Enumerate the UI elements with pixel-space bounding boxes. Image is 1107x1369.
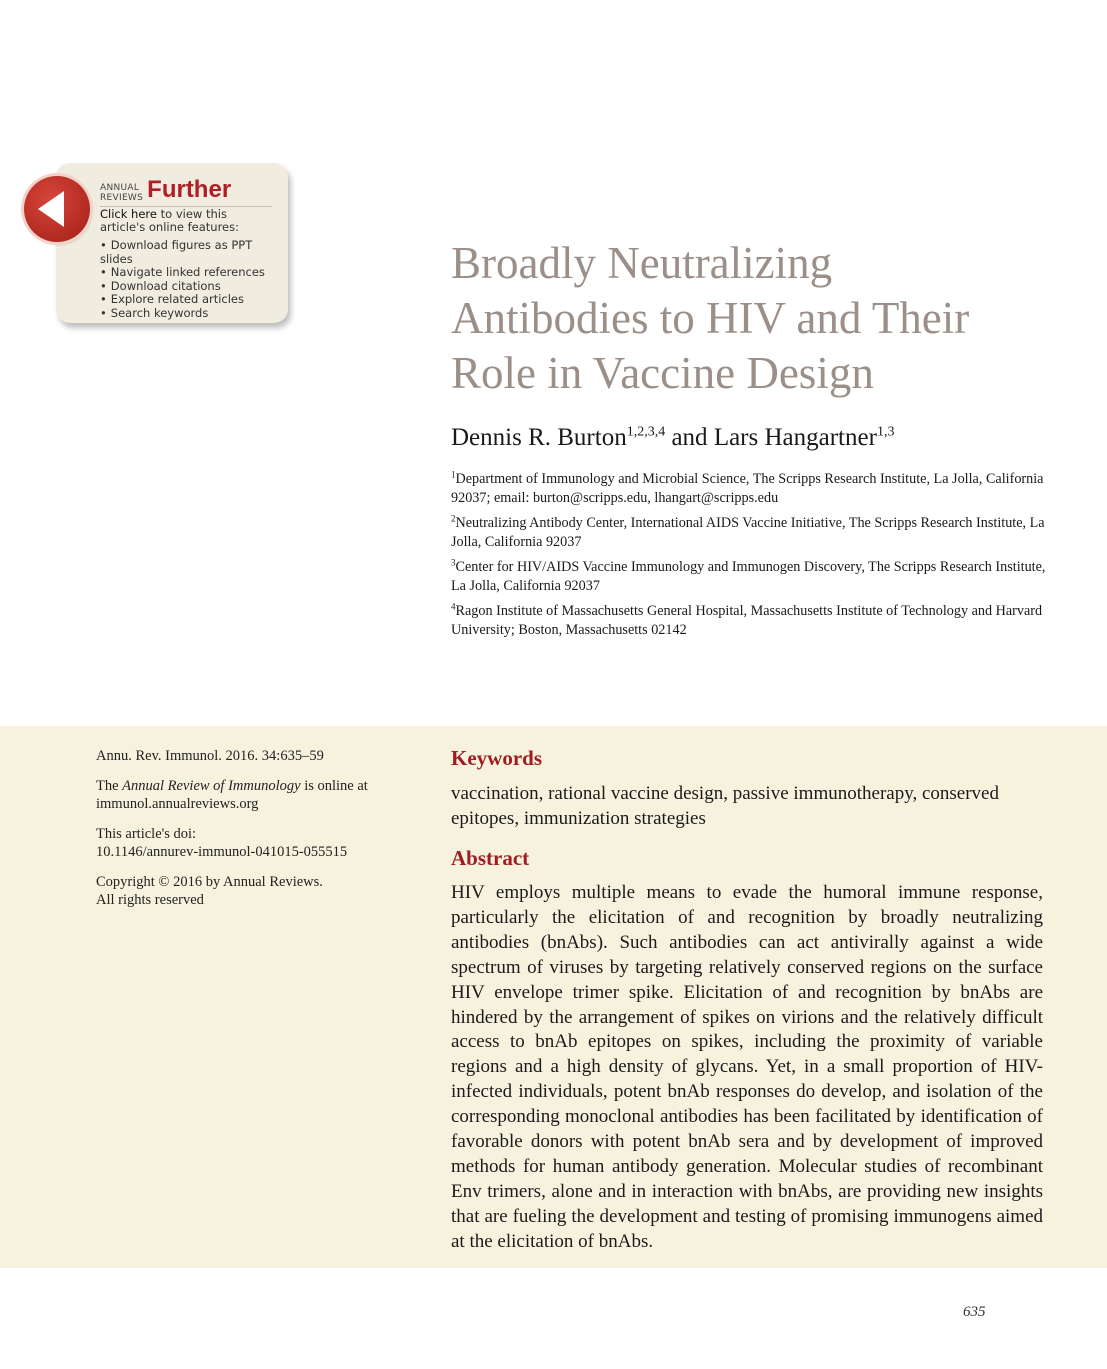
feature-download-figures[interactable]: • Download figures as PPT slides bbox=[100, 239, 288, 266]
further-feature-list bbox=[100, 239, 288, 321]
journal-name: Annual Review of Immunology bbox=[122, 777, 301, 794]
feature-download-citations[interactable]: • Download citations bbox=[100, 280, 288, 294]
affiliation-number: 1 bbox=[451, 469, 456, 480]
back-arrow-icon[interactable] bbox=[24, 176, 90, 242]
keywords-heading: Keywords bbox=[451, 746, 542, 770]
online-post: is online at immunol.annualreviews.org bbox=[96, 777, 368, 812]
affiliation-text: Neutralizing Antibody Center, International AIDS Vaccine Initiative, The Scripps Research Institute, La Jolla, California 92037 bbox=[451, 515, 1045, 550]
affiliation-number: 4 bbox=[451, 601, 456, 612]
affiliation-4 bbox=[451, 602, 1051, 639]
online-note bbox=[96, 777, 396, 814]
affiliation-number: 2 bbox=[451, 513, 456, 524]
author-line bbox=[451, 424, 894, 452]
author-2: Lars Hangartner bbox=[713, 424, 877, 451]
author-1: Dennis R. Burton bbox=[451, 424, 627, 451]
brand-reviews: REVIEWS bbox=[100, 193, 144, 203]
abstract-text: HIV employs multiple means to evade the humoral immune response, particularly the elicitation of and recognition by broadly neutralizing antibodies (bnAbs). Such antibodies can act antivirally against a wide spectrum of viruses by targeting relatively conserved regions on the surface HIV envelope trimer spike. Elicitation of and recognition by bnAbs are hindered by the arrangement of spikes on virions and the relatively difficult access to bnAb epitopes on spikes, including the proximity of variable regions and a high density of glycans. Yet, in a small proportion of HIV-infected individuals, potent bnAb responses do develop, and isolation of the corresponding monoclonal antibodies has been facilitated by identification of favorable donors with potent bnAb sera and by development of improved methods for human antibody generation. Molecular studies of recombinant Env trimers, alone and in interaction with bnAbs, are providing new insights that are fueling the development and testing of promising immunogens aimed at the elicitation of bnAbs. bbox=[451, 882, 1043, 1252]
doi-block bbox=[96, 825, 396, 862]
affiliation-text: Department of Immunology and Microbial Science, The Scripps Research Institute, La Jolla, California 92037; email: burton@scripps.edu, lhangart@scripps.edu bbox=[451, 471, 1044, 506]
affiliation-number: 3 bbox=[451, 557, 456, 568]
brand-annual: ANNUAL bbox=[100, 183, 140, 193]
author-1-affil: 1,2,3,4 bbox=[626, 424, 666, 440]
affiliation-2 bbox=[451, 514, 1051, 551]
article-title bbox=[451, 236, 1071, 401]
title-line-2: Antibodies to HIV and Their bbox=[451, 293, 970, 343]
click-here-rest: to view this article's online features: bbox=[100, 207, 239, 234]
abstract-column bbox=[451, 745, 1043, 1255]
doi-value[interactable]: 10.1146/annurev-immunol-041015-055515 bbox=[96, 844, 348, 860]
brand-further: Further bbox=[147, 176, 232, 203]
feature-navigate-references[interactable]: • Navigate linked references bbox=[100, 266, 288, 280]
feature-explore-articles[interactable]: • Explore related articles bbox=[100, 293, 288, 307]
online-pre: The bbox=[96, 777, 123, 794]
affiliation-text: Center for HIV/AIDS Vaccine Immunology and Immunogen Discovery, The Scripps Research Institute, La Jolla, California 92037 bbox=[451, 559, 1046, 594]
further-panel bbox=[56, 163, 288, 323]
affiliation-text: Ragon Institute of Massachusetts General Hospital, Massachusetts Institute of Technology and Harvard University; Boston, Massachusetts 02142 bbox=[451, 603, 1043, 638]
title-line-3: Role in Vaccine Design bbox=[451, 348, 874, 398]
affiliation-1 bbox=[451, 470, 1051, 507]
page-number: 635 bbox=[963, 1304, 986, 1320]
annual-reviews-further-logo bbox=[100, 177, 231, 203]
feature-search-keywords[interactable]: • Search keywords bbox=[100, 307, 288, 321]
abstract-heading: Abstract bbox=[451, 846, 530, 870]
title-line-1: Broadly Neutralizing bbox=[451, 238, 833, 288]
author-2-affil: 1,3 bbox=[876, 424, 895, 440]
further-instructions bbox=[100, 208, 275, 234]
copyright: Copyright © 2016 by Annual Reviews. bbox=[96, 873, 323, 890]
keywords-text: vaccination, rational vaccine design, passive immunotherapy, conserved epitopes, immunization strategies bbox=[451, 783, 999, 829]
rights: All rights reserved bbox=[96, 892, 204, 908]
affiliation-3 bbox=[451, 558, 1051, 595]
citation: Annu. Rev. Immunol. 2016. 34:635–59 bbox=[96, 748, 324, 764]
click-here-link[interactable]: Click here bbox=[100, 207, 157, 221]
doi-label: This article's doi: bbox=[96, 825, 197, 842]
sidebar-info bbox=[96, 747, 396, 921]
author-connector: and bbox=[665, 424, 714, 451]
copyright-block bbox=[96, 873, 396, 910]
affiliations bbox=[451, 470, 1051, 646]
